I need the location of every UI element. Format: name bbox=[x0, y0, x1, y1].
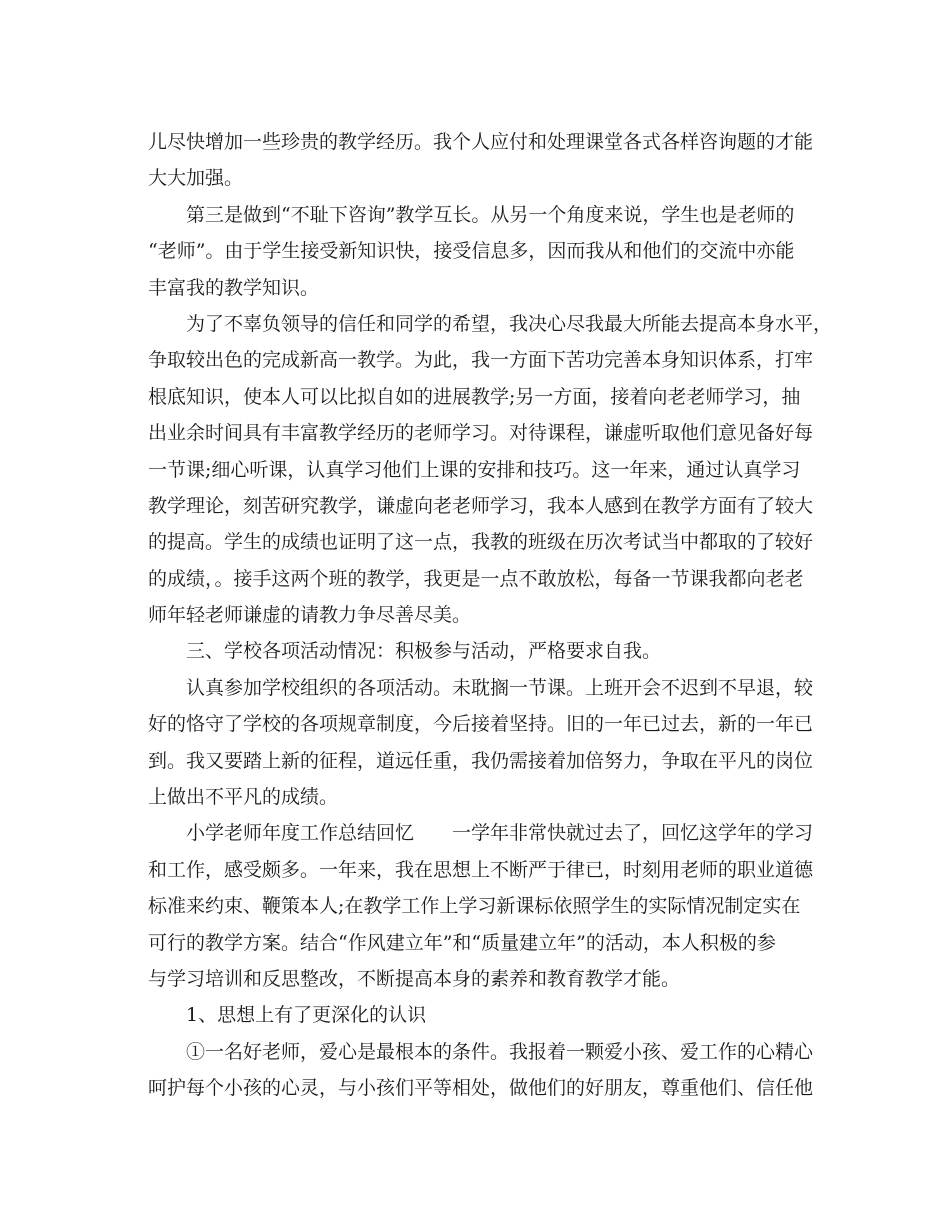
text-line: 争取较出色的完成新高一教学。为此，我一方面下苦功完善本身知识体系，打牢 bbox=[148, 349, 814, 372]
section-heading: 三、学校各项活动情况：积极参与活动，严格要求自我。 bbox=[186, 640, 662, 663]
text-line: 出业余时间具有丰富教学经历的老师学习。对待课程，谦虚听取他们意见备好每 bbox=[148, 422, 814, 445]
text-line: 认真参加学校组织的各项活动。未耽搁一节课。上班开会不迟到不早退，较 bbox=[186, 676, 814, 699]
text-line: 为了不辜负领导的信任和同学的希望，我决心尽我最大所能去提高本身水平， bbox=[186, 312, 833, 335]
text-line: ①一名好老师，爱心是最根本的条件。我报着一颗爱小孩、爱工作的心精心 bbox=[186, 1040, 814, 1063]
text-line: 师年轻老师谦虚的请教力争尽善尽美。 bbox=[148, 604, 472, 627]
text-line: 丰富我的教学知识。 bbox=[148, 276, 320, 299]
text-line: 到。我又要踏上新的征程，道远任重，我仍需接着加倍努力，争取在平凡的岗位 bbox=[148, 749, 814, 772]
text-line: 与学习培训和反思整改，不断提高本身的素养和教育教学才能。 bbox=[148, 967, 681, 990]
text-line: 大大加强。 bbox=[148, 167, 244, 190]
text-line: 第三是做到“不耻下咨询”教学互长。从另一个角度来说，学生也是老师的 bbox=[186, 203, 795, 226]
text-line: 呵护每个小孩的心灵，与小孩们平等相处，做他们的好朋友，尊重他们、信任他 bbox=[148, 1077, 814, 1100]
text-line: 上做出不平凡的成绩。 bbox=[148, 786, 339, 809]
text-line: 教学理论，刻苦研究教学，谦虚向老老师学习，我本人感到在教学方面有了较大 bbox=[148, 494, 814, 517]
section-heading: 1、思想上有了更深化的认识 bbox=[186, 1004, 427, 1027]
text-line: 可行的教学方案。结合“作风建立年”和“质量建立年”的活动，本人积极的参 bbox=[148, 931, 776, 954]
text-line: 和工作，感受颇多。一年来，我在思想上不断严于律已，时刻用老师的职业道德 bbox=[148, 858, 814, 881]
text-line: “老师”。由于学生接受新知识快，接受信息多，因而我从和他们的交流中亦能 bbox=[148, 240, 795, 263]
text-line: 的提高。学生的成绩也证明了这一点，我教的班级在历次考试当中都取的了较好 bbox=[148, 531, 814, 554]
text-line: 小学老师年度工作总结回忆 一学年非常快就过去了，回忆这学年的学习 bbox=[186, 822, 814, 845]
document-body bbox=[148, 124, 833, 1107]
text-line: 儿尽快增加一些珍贵的教学经历。我个人应付和处理课堂各式各样咨询题的才能 bbox=[148, 131, 814, 153]
text-line: 的成绩，。接手这两个班的教学，我更是一点不敢放松，每备一节课我都向老老 bbox=[148, 567, 804, 590]
text-line: 一节课;细心听课，认真学习他们上课的安排和技巧。这一年来，通过认真学习 bbox=[148, 458, 801, 481]
text-line: 根底知识，使本人可以比拟自如的进展教学;另一方面，接着向老老师学习，抽 bbox=[148, 385, 801, 408]
text-line: 好的恪守了学校的各项规章制度，今后接着坚持。旧的一年已过去，新的一年已 bbox=[148, 713, 814, 736]
text-line: 标准来约束、鞭策本人;在教学工作上学习新课标依照学生的实际情况制定实在 bbox=[148, 895, 801, 918]
